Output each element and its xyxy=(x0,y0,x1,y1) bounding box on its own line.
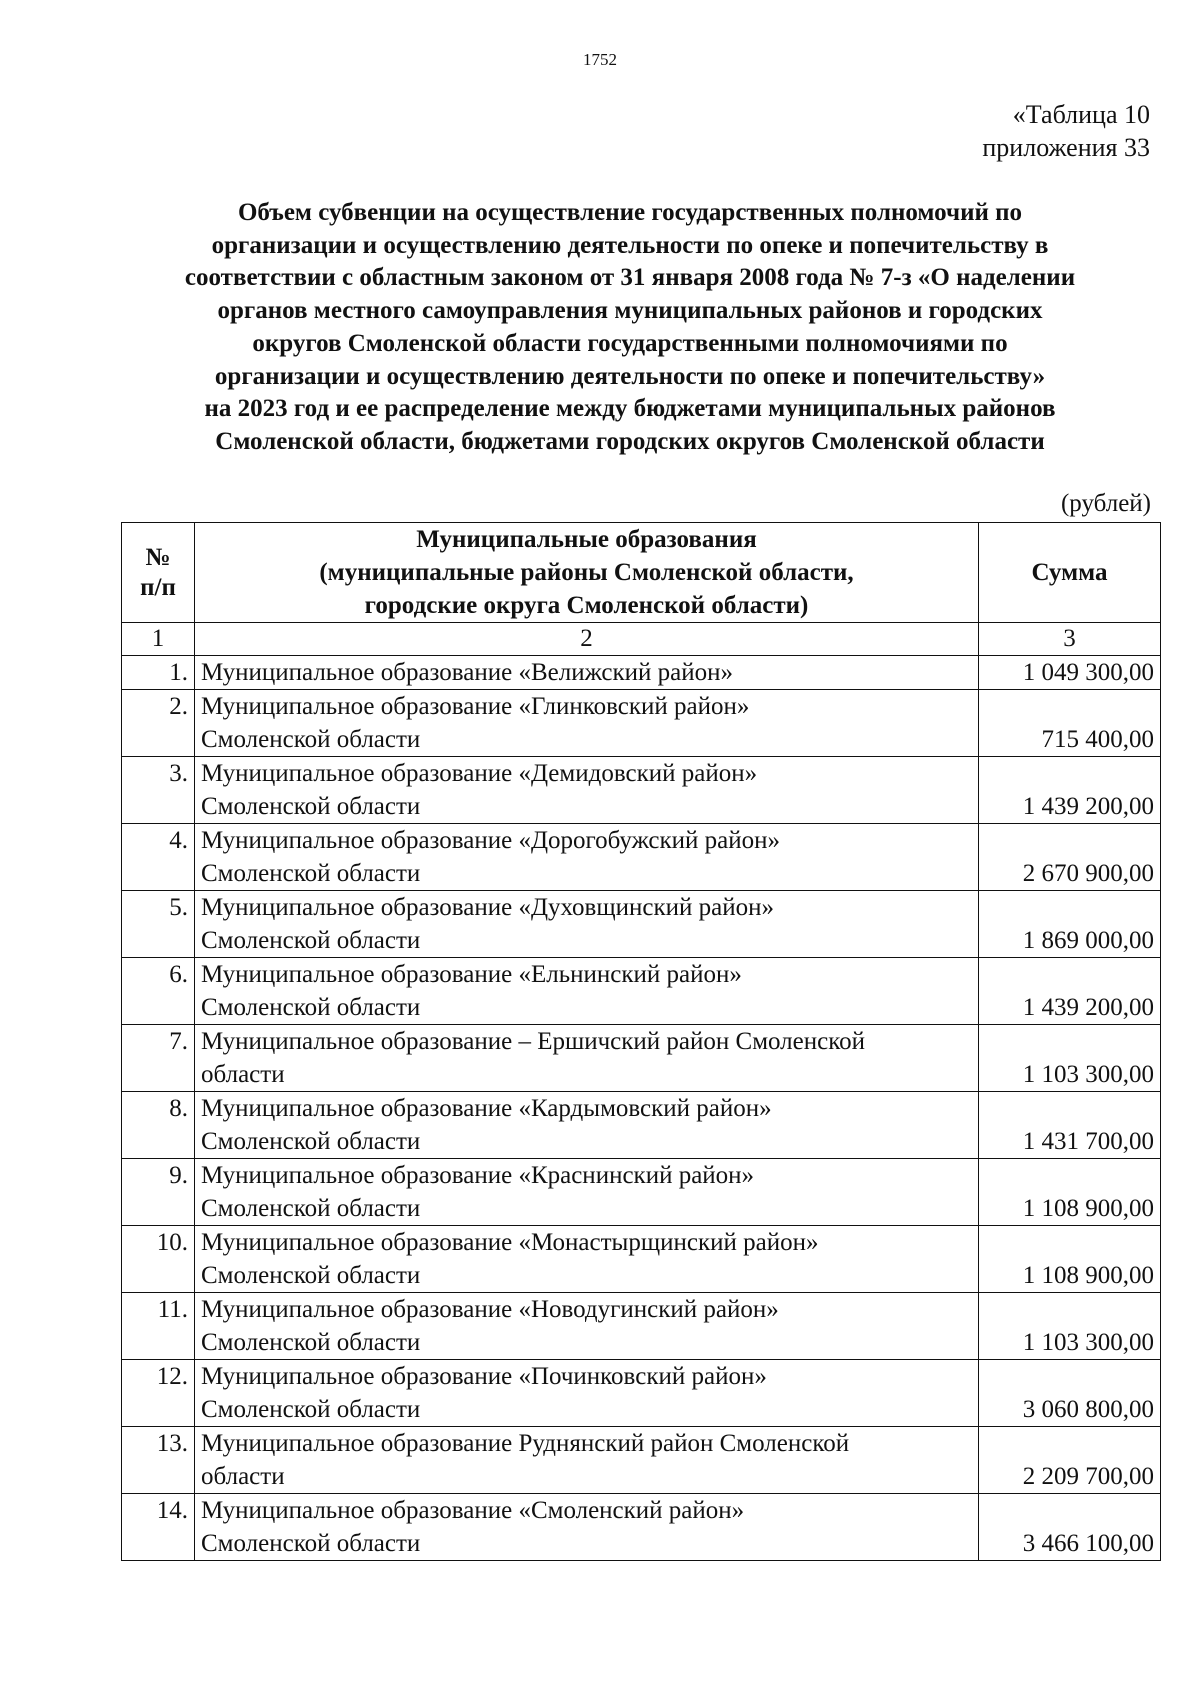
table-row xyxy=(122,656,1161,690)
title-line: организации и осуществлению деятельности по опеке и попечительству» xyxy=(214,362,1046,390)
table-row xyxy=(122,1494,1161,1561)
municipality-name-line1: Муниципальное образование «Глинковский район» xyxy=(201,693,750,720)
table-header-row xyxy=(122,523,1161,623)
municipality-name xyxy=(195,1226,979,1293)
header-municipality xyxy=(195,523,979,623)
header-municipality-line2: (муниципальные районы Смоленской области, xyxy=(319,559,854,586)
municipality-name-line1: Муниципальное образование «Починковский район» xyxy=(201,1363,767,1390)
municipality-name-line1: Муниципальное образование «Дорогобужский район» xyxy=(201,827,780,854)
subsidy-amount: 2 670 900,00 xyxy=(979,824,1161,891)
municipality-name-line1: Муниципальное образование «Велижский район» xyxy=(201,659,733,686)
subsidy-amount: 1 869 000,00 xyxy=(979,891,1161,958)
municipality-name xyxy=(195,824,979,891)
municipality-name xyxy=(195,690,979,757)
municipality-name-line2: Смоленской области xyxy=(201,927,421,954)
table-row xyxy=(122,1360,1161,1427)
municipality-name-line1: Муниципальное образование «Смоленский район» xyxy=(201,1497,745,1524)
municipality-name xyxy=(195,656,979,690)
municipality-name-line2: Смоленской области xyxy=(201,994,421,1021)
municipality-name-line2: Смоленской области xyxy=(201,793,421,820)
row-number: 4. xyxy=(122,824,195,891)
row-number: 1. xyxy=(122,656,195,690)
header-sum: Сумма xyxy=(979,523,1161,623)
title-line: Объем субвенции на осуществление государственных полномочий по xyxy=(237,199,1023,226)
units-label: (рублей) xyxy=(1060,490,1151,517)
municipality-name xyxy=(195,891,979,958)
municipality-name-line2: Смоленской области xyxy=(201,1329,421,1356)
table-row xyxy=(122,824,1161,891)
row-number: 8. xyxy=(122,1092,195,1159)
municipality-name-line2: области xyxy=(201,1061,285,1088)
subsidy-amount: 1 439 200,00 xyxy=(979,757,1161,824)
municipality-name-line2: Смоленской области xyxy=(201,1530,421,1557)
row-number: 5. xyxy=(122,891,195,958)
municipality-name xyxy=(195,1427,979,1494)
table-row xyxy=(122,1025,1161,1092)
municipality-name xyxy=(195,1159,979,1226)
subsidy-amount: 1 108 900,00 xyxy=(979,1159,1161,1226)
table-row xyxy=(122,757,1161,824)
table-reference xyxy=(982,98,1150,164)
subsidy-amount: 3 466 100,00 xyxy=(979,1494,1161,1561)
subsidy-amount: 1 439 200,00 xyxy=(979,958,1161,1025)
municipality-name-line2: Смоленской области xyxy=(201,1128,421,1155)
municipality-name-line1: Муниципальное образование «Демидовский район» xyxy=(201,760,758,787)
header-number-line1: № xyxy=(145,543,171,571)
municipality-name xyxy=(195,1293,979,1360)
municipality-name-line1: Муниципальное образование «Краснинский район» xyxy=(201,1162,755,1189)
column-index: 3 xyxy=(979,623,1161,656)
municipality-name-line2: Смоленской области xyxy=(201,1195,421,1222)
column-index-row xyxy=(122,623,1161,656)
row-number: 7. xyxy=(122,1025,195,1092)
header-number xyxy=(122,523,195,623)
subsidy-amount: 1 103 300,00 xyxy=(979,1025,1161,1092)
header-municipality-line3: городские округа Смоленской области) xyxy=(364,592,809,619)
table-row xyxy=(122,1226,1161,1293)
row-number: 9. xyxy=(122,1159,195,1226)
subsidy-table xyxy=(121,522,1161,1561)
municipality-name-line1: Муниципальное образование «Духовщинский район» xyxy=(201,894,774,921)
municipality-name-line1: Муниципальное образование – Ершичский район Смоленской xyxy=(201,1028,865,1055)
title-line: организации и осуществлению деятельности по опеке и попечительству в xyxy=(211,231,1049,259)
municipality-name-line1: Муниципальное образование «Новодугинский район» xyxy=(201,1296,779,1323)
table-row xyxy=(122,1427,1161,1494)
column-index: 2 xyxy=(195,623,979,656)
row-number: 11. xyxy=(122,1293,195,1360)
row-number: 6. xyxy=(122,958,195,1025)
municipality-name-line2: Смоленской области xyxy=(201,1262,421,1289)
title-line: соответствии с областным законом от 31 января 2008 года № 7-з «О наделении xyxy=(184,264,1076,292)
municipality-name-line1: Муниципальное образование Руднянский район Смоленской xyxy=(201,1430,850,1457)
table-row xyxy=(122,1092,1161,1159)
title-line: округов Смоленской области государственными полномочиями по xyxy=(252,329,1008,357)
subsidy-amount: 715 400,00 xyxy=(979,690,1161,757)
municipality-name xyxy=(195,1494,979,1561)
table-row xyxy=(122,690,1161,757)
subsidy-amount: 1 431 700,00 xyxy=(979,1092,1161,1159)
row-number: 14. xyxy=(122,1494,195,1561)
municipality-name xyxy=(195,757,979,824)
municipality-name xyxy=(195,958,979,1025)
document-title xyxy=(115,197,1145,459)
table-reference-line2: приложения 33 xyxy=(982,133,1150,162)
title-line: органов местного самоуправления муниципальных районов и городских xyxy=(217,297,1043,325)
table-reference-line1: «Таблица 10 xyxy=(1012,100,1150,129)
row-number: 12. xyxy=(122,1360,195,1427)
header-municipality-line1: Муниципальные образования xyxy=(416,526,757,553)
title-line: на 2023 год и ее распределение между бюджетами муниципальных районов xyxy=(204,395,1056,423)
municipality-name-line1: Муниципальное образование «Монастырщинский район» xyxy=(201,1229,819,1256)
municipality-name xyxy=(195,1360,979,1427)
municipality-name xyxy=(195,1025,979,1092)
subsidy-amount: 2 209 700,00 xyxy=(979,1427,1161,1494)
subsidy-amount: 1 103 300,00 xyxy=(979,1293,1161,1360)
subsidy-amount: 1 049 300,00 xyxy=(979,656,1161,690)
table-row xyxy=(122,1293,1161,1360)
table-row xyxy=(122,958,1161,1025)
municipality-name-line1: Муниципальное образование «Кардымовский район» xyxy=(201,1095,772,1122)
municipality-name-line2: Смоленской области xyxy=(201,860,421,887)
row-number: 10. xyxy=(122,1226,195,1293)
municipality-name xyxy=(195,1092,979,1159)
title-line: Смоленской области, бюджетами городских округов Смоленской области xyxy=(215,427,1045,455)
row-number: 2. xyxy=(122,690,195,757)
page-number: 1752 xyxy=(583,50,617,69)
subsidy-amount: 3 060 800,00 xyxy=(979,1360,1161,1427)
header-number-line2: п/п xyxy=(140,573,176,601)
subsidy-amount: 1 108 900,00 xyxy=(979,1226,1161,1293)
row-number: 13. xyxy=(122,1427,195,1494)
column-index: 1 xyxy=(122,623,195,656)
table-row xyxy=(122,891,1161,958)
table-row xyxy=(122,1159,1161,1226)
municipality-name-line2: области xyxy=(201,1463,285,1490)
row-number: 3. xyxy=(122,757,195,824)
municipality-name-line1: Муниципальное образование «Ельнинский район» xyxy=(201,961,742,988)
municipality-name-line2: Смоленской области xyxy=(201,1396,421,1423)
municipality-name-line2: Смоленской области xyxy=(201,726,421,753)
